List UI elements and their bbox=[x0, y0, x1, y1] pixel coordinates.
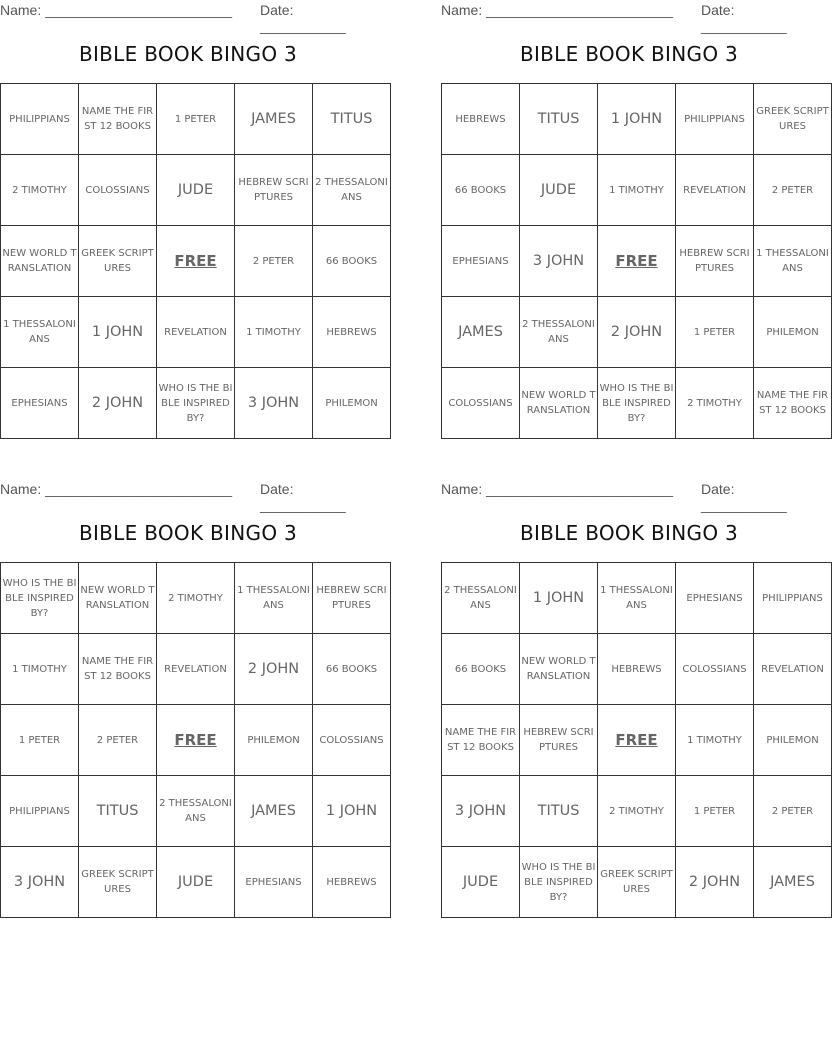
bingo-cell: COLOSSIANS bbox=[79, 155, 157, 226]
card-header bbox=[441, 0, 817, 34]
bingo-cell: 3 JOHN bbox=[235, 368, 313, 439]
bingo-cell: 1 THESSALONIANS bbox=[235, 563, 313, 634]
date-line: Date: ___________ bbox=[260, 481, 346, 513]
bingo-cell: NAME THE FIRST 12 BOOKS bbox=[442, 705, 520, 776]
bingo-cell: 2 JOHN bbox=[79, 368, 157, 439]
bingo-cell: JUDE bbox=[157, 847, 235, 918]
bingo-cell: 2 THESSALONIANS bbox=[520, 297, 598, 368]
bingo-cell: 2 JOHN bbox=[235, 634, 313, 705]
bingo-cell: EPHESIANS bbox=[442, 226, 520, 297]
date-line: Date: ___________ bbox=[701, 481, 787, 513]
bingo-cell: 66 BOOKS bbox=[442, 155, 520, 226]
bingo-cell: 66 BOOKS bbox=[313, 226, 391, 297]
bingo-cell: WHO IS THE BIBLE INSPIRED BY? bbox=[1, 563, 79, 634]
free-space: FREE bbox=[157, 705, 235, 776]
bingo-cell: NAME THE FIRST 12 BOOKS bbox=[754, 368, 832, 439]
name-line: Name: ________________________ bbox=[441, 481, 673, 497]
bingo-cell: 2 PETER bbox=[235, 226, 313, 297]
bingo-cell: 1 PETER bbox=[157, 84, 235, 155]
bingo-cell: JUDE bbox=[520, 155, 598, 226]
bingo-cell: GREEK SCRIPTURES bbox=[598, 847, 676, 918]
bingo-cell: PHILEMON bbox=[235, 705, 313, 776]
bingo-cell: 1 JOHN bbox=[598, 84, 676, 155]
bingo-cell: 1 TIMOTHY bbox=[676, 705, 754, 776]
bingo-cell: REVELATION bbox=[157, 634, 235, 705]
bingo-cell: WHO IS THE BIBLE INSPIRED BY? bbox=[520, 847, 598, 918]
bingo-cell: 1 JOHN bbox=[79, 297, 157, 368]
bingo-cell: WHO IS THE BIBLE INSPIRED BY? bbox=[157, 368, 235, 439]
card-title: BIBLE BOOK BINGO 3 bbox=[78, 42, 298, 66]
bingo-cell: NEW WORLD TRANSLATION bbox=[520, 634, 598, 705]
bingo-cell: COLOSSIANS bbox=[313, 705, 391, 776]
bingo-cell: COLOSSIANS bbox=[442, 368, 520, 439]
bingo-cell: NAME THE FIRST 12 BOOKS bbox=[79, 84, 157, 155]
card-header bbox=[0, 479, 376, 513]
free-space: FREE bbox=[157, 226, 235, 297]
bingo-cell: PHILEMON bbox=[754, 297, 832, 368]
bingo-cell: PHILIPPIANS bbox=[1, 776, 79, 847]
bingo-cell: 1 THESSALONIANS bbox=[1, 297, 79, 368]
bingo-cell: 2 TIMOTHY bbox=[598, 776, 676, 847]
bingo-cell: 1 JOHN bbox=[313, 776, 391, 847]
bingo-cell: 3 JOHN bbox=[442, 776, 520, 847]
bingo-cell: NEW WORLD TRANSLATION bbox=[520, 368, 598, 439]
card-header bbox=[441, 479, 817, 513]
bingo-cell: 2 THESSALONIANS bbox=[313, 155, 391, 226]
bingo-cell: GREEK SCRIPTURES bbox=[79, 847, 157, 918]
card-title: BIBLE BOOK BINGO 3 bbox=[519, 42, 739, 66]
bingo-cell: PHILIPPIANS bbox=[676, 84, 754, 155]
bingo-cell: 1 THESSALONIANS bbox=[754, 226, 832, 297]
bingo-cell: GREEK SCRIPTURES bbox=[79, 226, 157, 297]
bingo-cell: TITUS bbox=[79, 776, 157, 847]
bingo-grid bbox=[441, 83, 832, 439]
date-line: Date: ___________ bbox=[260, 2, 346, 34]
name-line: Name: ________________________ bbox=[0, 2, 232, 18]
bingo-cell: GREEK SCRIPTURES bbox=[754, 84, 832, 155]
bingo-cell: 66 BOOKS bbox=[442, 634, 520, 705]
bingo-cell: HEBREWS bbox=[598, 634, 676, 705]
bingo-cell: 2 THESSALONIANS bbox=[157, 776, 235, 847]
date-line: Date: ___________ bbox=[701, 2, 787, 34]
bingo-cell: REVELATION bbox=[157, 297, 235, 368]
bingo-cell: 3 JOHN bbox=[1, 847, 79, 918]
bingo-cell: NEW WORLD TRANSLATION bbox=[1, 226, 79, 297]
bingo-cell: 2 PETER bbox=[754, 155, 832, 226]
bingo-cell: 1 PETER bbox=[676, 776, 754, 847]
bingo-cell: TITUS bbox=[520, 776, 598, 847]
bingo-cell: HEBREW SCRIPTURES bbox=[676, 226, 754, 297]
card-title: BIBLE BOOK BINGO 3 bbox=[78, 521, 298, 545]
card-title: BIBLE BOOK BINGO 3 bbox=[519, 521, 739, 545]
bingo-cell: HEBREW SCRIPTURES bbox=[313, 563, 391, 634]
bingo-cell: 1 PETER bbox=[676, 297, 754, 368]
bingo-cell: REVELATION bbox=[676, 155, 754, 226]
bingo-cell: 2 PETER bbox=[754, 776, 832, 847]
bingo-cell: EPHESIANS bbox=[1, 368, 79, 439]
bingo-cell: NAME THE FIRST 12 BOOKS bbox=[79, 634, 157, 705]
bingo-cell: 2 THESSALONIANS bbox=[442, 563, 520, 634]
bingo-cell: JAMES bbox=[235, 84, 313, 155]
bingo-cell: PHILEMON bbox=[313, 368, 391, 439]
bingo-grid bbox=[0, 562, 391, 918]
bingo-cell: 2 TIMOTHY bbox=[157, 563, 235, 634]
free-space: FREE bbox=[598, 705, 676, 776]
bingo-cell: PHILIPPIANS bbox=[1, 84, 79, 155]
bingo-cell: 2 JOHN bbox=[598, 297, 676, 368]
bingo-cell: 1 THESSALONIANS bbox=[598, 563, 676, 634]
bingo-cell: 1 TIMOTHY bbox=[1, 634, 79, 705]
bingo-cell: 2 TIMOTHY bbox=[676, 368, 754, 439]
bingo-cell: 1 JOHN bbox=[520, 563, 598, 634]
bingo-cell: JUDE bbox=[442, 847, 520, 918]
bingo-cell: NEW WORLD TRANSLATION bbox=[79, 563, 157, 634]
bingo-cell: 2 PETER bbox=[79, 705, 157, 776]
bingo-cell: 66 BOOKS bbox=[313, 634, 391, 705]
bingo-cell: 1 TIMOTHY bbox=[598, 155, 676, 226]
name-line: Name: ________________________ bbox=[0, 481, 232, 497]
bingo-cell: TITUS bbox=[313, 84, 391, 155]
bingo-cell: JAMES bbox=[754, 847, 832, 918]
bingo-cell: 1 PETER bbox=[1, 705, 79, 776]
bingo-cell: EPHESIANS bbox=[235, 847, 313, 918]
bingo-cell: HEBREWS bbox=[313, 297, 391, 368]
bingo-cell: JUDE bbox=[157, 155, 235, 226]
bingo-cell: COLOSSIANS bbox=[676, 634, 754, 705]
bingo-cell: HEBREW SCRIPTURES bbox=[520, 705, 598, 776]
free-space: FREE bbox=[598, 226, 676, 297]
bingo-cell: 1 TIMOTHY bbox=[235, 297, 313, 368]
bingo-grid bbox=[441, 562, 832, 918]
bingo-grid bbox=[0, 83, 391, 439]
bingo-cell: PHILEMON bbox=[754, 705, 832, 776]
bingo-cell: REVELATION bbox=[754, 634, 832, 705]
bingo-cell: 2 JOHN bbox=[676, 847, 754, 918]
bingo-cell: HEBREWS bbox=[313, 847, 391, 918]
bingo-cell: 2 TIMOTHY bbox=[1, 155, 79, 226]
bingo-cell: JAMES bbox=[235, 776, 313, 847]
bingo-cell: JAMES bbox=[442, 297, 520, 368]
bingo-cell: HEBREWS bbox=[442, 84, 520, 155]
bingo-cell: PHILIPPIANS bbox=[754, 563, 832, 634]
bingo-cell: EPHESIANS bbox=[676, 563, 754, 634]
name-line: Name: ________________________ bbox=[441, 2, 673, 18]
bingo-cell: HEBREW SCRIPTURES bbox=[235, 155, 313, 226]
bingo-cell: 3 JOHN bbox=[520, 226, 598, 297]
bingo-cell: WHO IS THE BIBLE INSPIRED BY? bbox=[598, 368, 676, 439]
card-header bbox=[0, 0, 376, 34]
bingo-cell: TITUS bbox=[520, 84, 598, 155]
